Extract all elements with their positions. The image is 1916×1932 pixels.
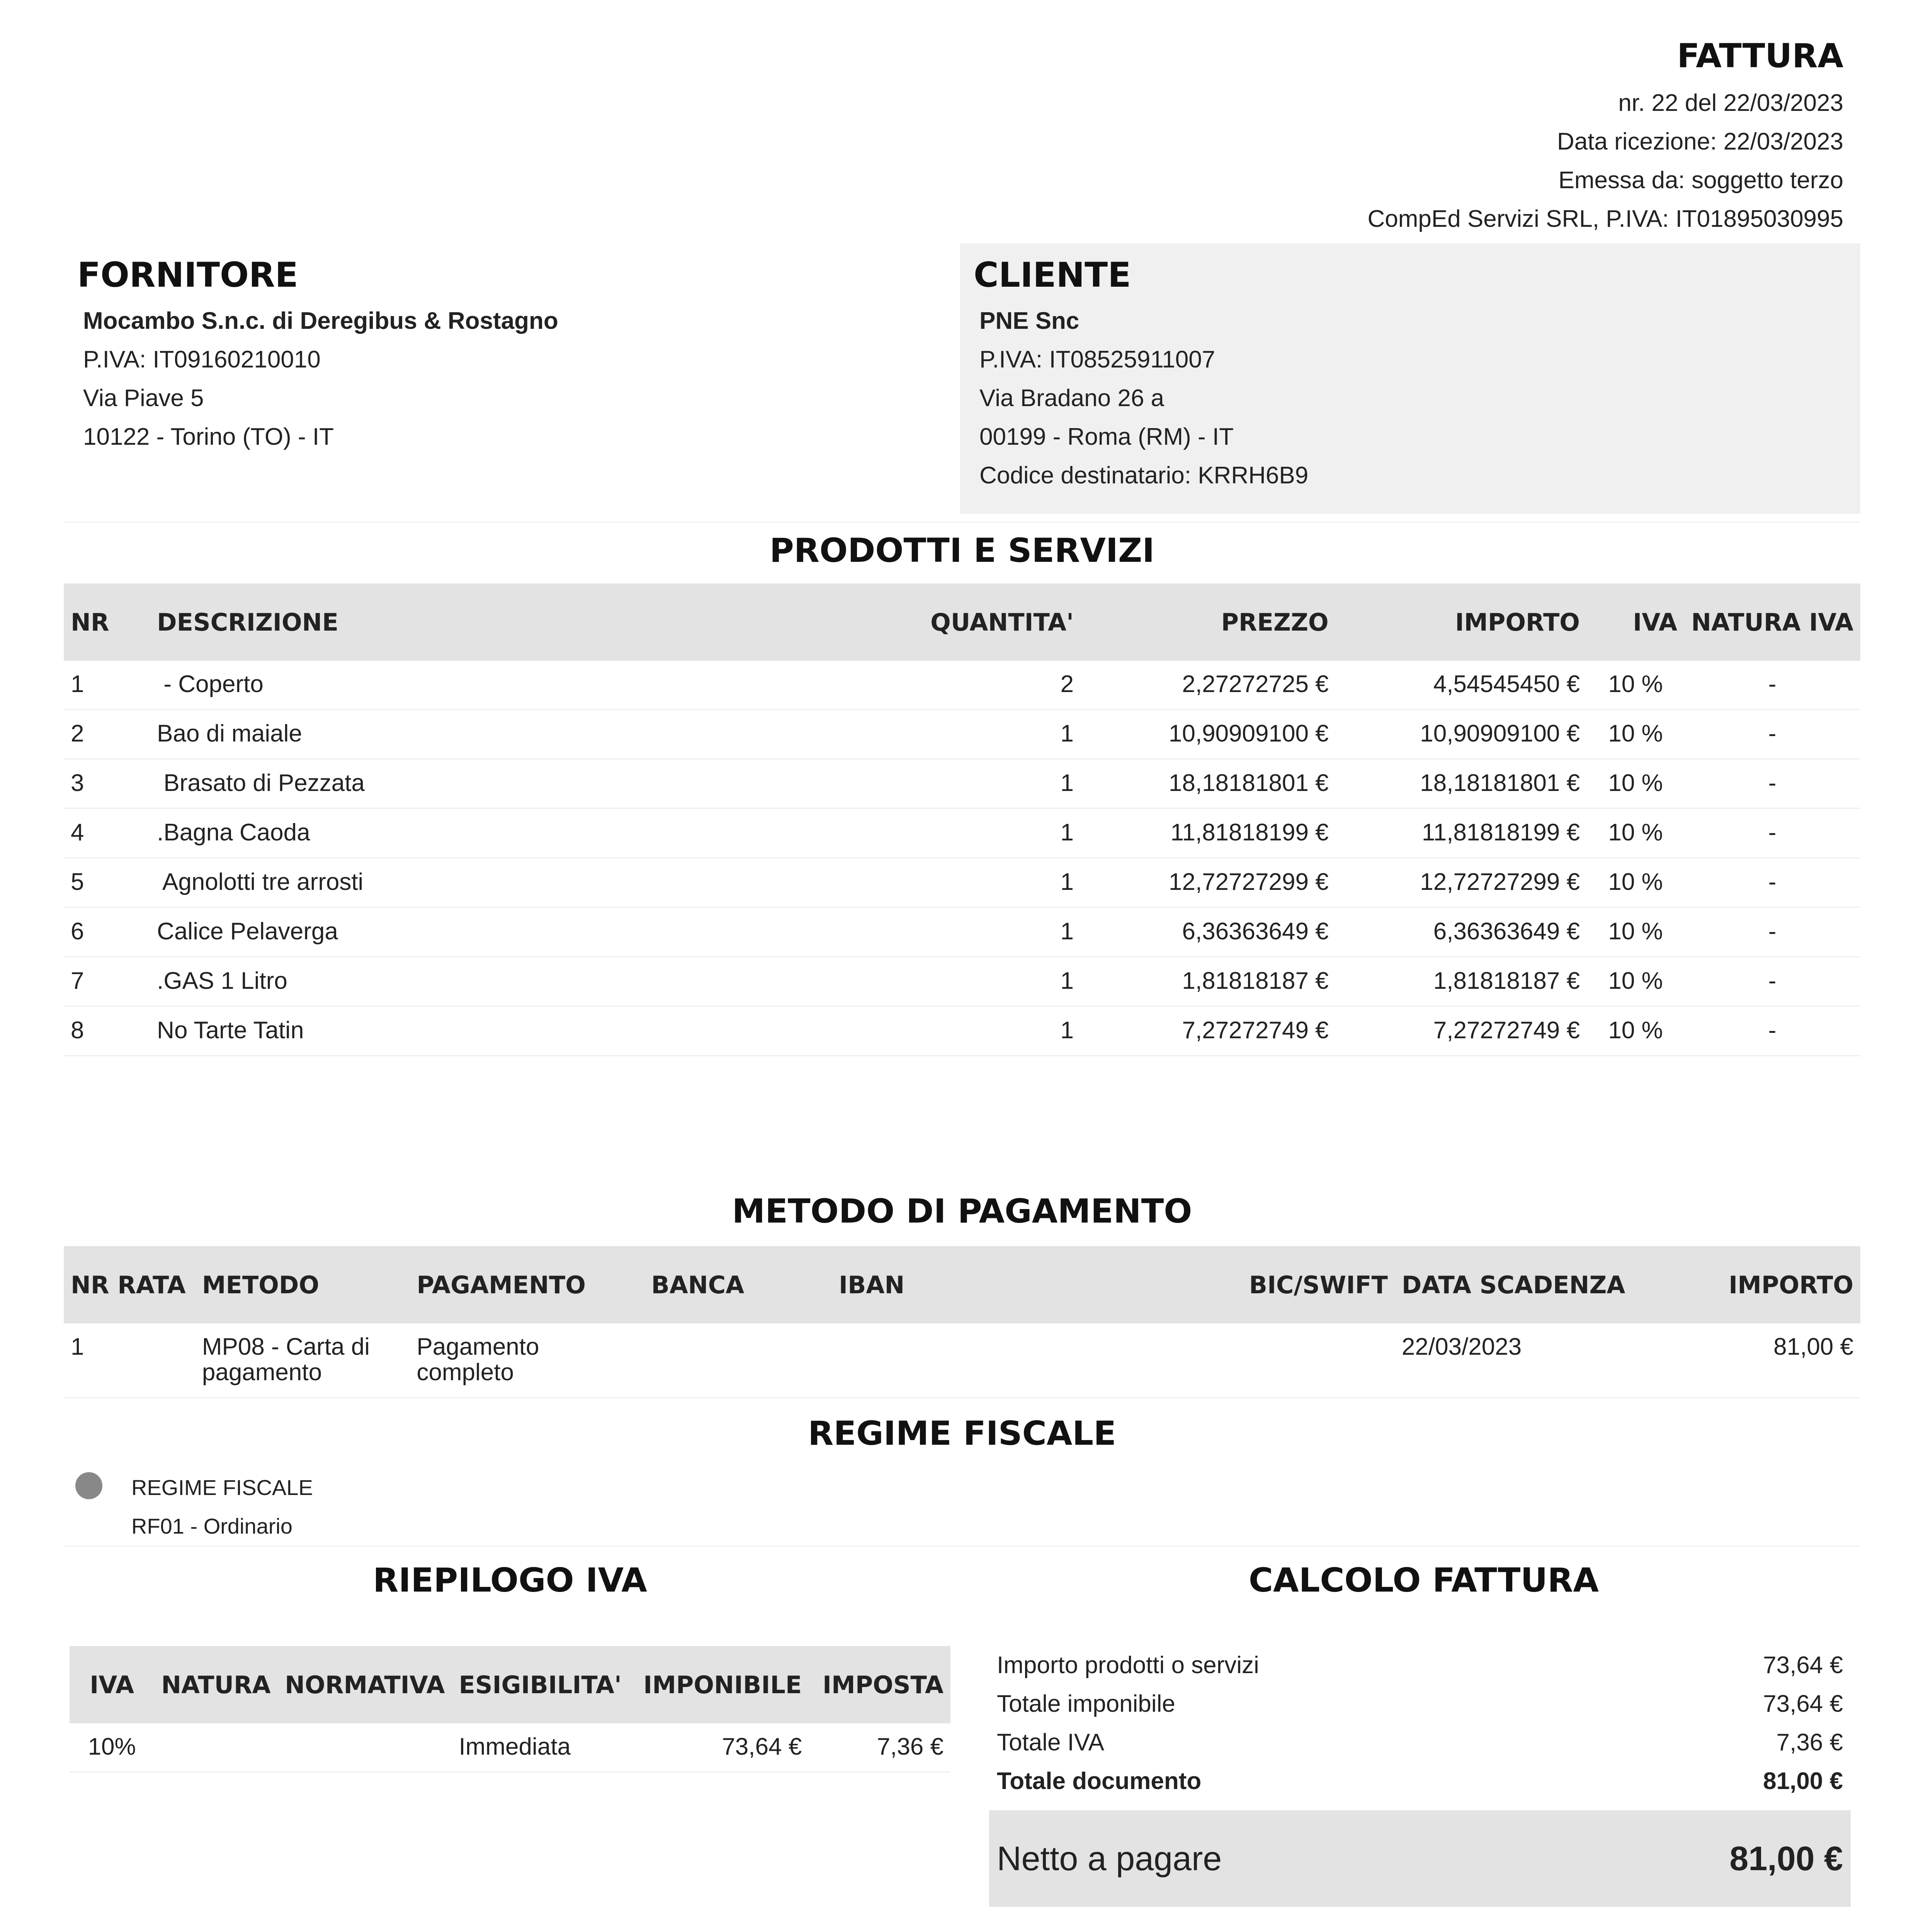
row-qty: 1 [847, 858, 1081, 907]
col-prezzo: PREZZO [1081, 583, 1336, 661]
document-header [1367, 37, 1843, 238]
row-price: 11,81818199 € [1081, 808, 1336, 858]
bullet-icon [75, 1472, 102, 1499]
table-row [64, 957, 1860, 1006]
row-nr: 1 [64, 661, 150, 709]
row-desc: - Coperto [150, 661, 847, 709]
pay-iban [832, 1323, 1242, 1398]
row-desc: Agnolotti tre arrosti [150, 858, 847, 907]
calc-row-taxable [989, 1685, 1851, 1723]
row-iva: 10 % [1587, 661, 1684, 709]
calc-row-vat [989, 1723, 1851, 1762]
row-desc: .Bagna Caoda [150, 808, 847, 858]
row-amount: 1,81818187 € [1336, 957, 1587, 1006]
row-nr: 8 [64, 1006, 150, 1056]
col-vat-normativa: NORMATIVA [278, 1646, 452, 1723]
row-qty: 1 [847, 709, 1081, 759]
row-qty: 2 [847, 661, 1081, 709]
table-row [64, 858, 1860, 907]
client-heading: CLIENTE [974, 255, 1131, 295]
row-amount: 18,18181801 € [1336, 759, 1587, 808]
net-to-pay-label: Netto a pagare [997, 1839, 1222, 1878]
row-iva: 10 % [1587, 1006, 1684, 1056]
calculation-title: CALCOLO FATTURA [1248, 1561, 1599, 1600]
row-desc: Bao di maiale [150, 709, 847, 759]
row-natura: - [1684, 957, 1860, 1006]
reception-date: Data ricezione: 22/03/2023 [1557, 128, 1843, 155]
row-desc: .GAS 1 Litro [150, 957, 847, 1006]
col-vat-iva: IVA [70, 1646, 154, 1723]
vat-summary-table [70, 1646, 950, 1773]
row-nr: 5 [64, 858, 150, 907]
vat-iva: 10% [70, 1723, 154, 1772]
calc-row-products [989, 1646, 1851, 1685]
row-price: 10,90909100 € [1081, 709, 1336, 759]
pay-banca [644, 1323, 832, 1398]
col-nr: NR [64, 583, 150, 661]
col-vat-natura: NATURA [154, 1646, 278, 1723]
table-row [64, 661, 1860, 709]
row-price: 6,36363649 € [1081, 907, 1336, 957]
pay-bic [1242, 1323, 1395, 1398]
table-row [70, 1723, 950, 1772]
calculation-block [989, 1646, 1851, 1801]
row-desc: Calice Pelaverga [150, 907, 847, 957]
calc-value: 7,36 € [1776, 1729, 1843, 1756]
col-importo: IMPORTO [1336, 583, 1587, 661]
regime-label: REGIME FISCALE [131, 1475, 313, 1500]
payment-header-row [64, 1246, 1860, 1323]
pay-metodo: MP08 - Carta di pagamento [195, 1323, 410, 1398]
client-name: PNE Snc [979, 308, 1080, 334]
regime-value: RF01 - Ordinario [131, 1514, 293, 1538]
row-natura: - [1684, 858, 1860, 907]
col-vat-imponibile: IMPONIBILE [629, 1646, 809, 1723]
calc-label: Totale documento [997, 1768, 1202, 1794]
calc-label: Totale IVA [997, 1729, 1105, 1756]
net-to-pay [989, 1810, 1851, 1907]
third-party: CompEd Servizi SRL, P.IVA: IT01895030995 [1367, 206, 1843, 232]
payment-table [64, 1246, 1860, 1398]
col-iban: IBAN [832, 1246, 1242, 1323]
row-iva: 10 % [1587, 808, 1684, 858]
client-address: Via Bradano 26 a [979, 385, 1165, 412]
col-quantita: QUANTITA' [847, 583, 1081, 661]
client-piva: P.IVA: IT08525911007 [979, 346, 1216, 373]
table-row [64, 1323, 1860, 1398]
payment-title: METODO DI PAGAMENTO [732, 1192, 1192, 1231]
table-row [64, 1006, 1860, 1056]
row-iva: 10 % [1587, 907, 1684, 957]
pay-scadenza: 22/03/2023 [1395, 1323, 1672, 1398]
row-price: 18,18181801 € [1081, 759, 1336, 808]
document-title: FATTURA [1677, 37, 1843, 75]
row-nr: 2 [64, 709, 150, 759]
supplier-heading: FORNITORE [77, 255, 298, 295]
col-bic: BIC/SWIFT [1242, 1246, 1395, 1323]
row-qty: 1 [847, 957, 1081, 1006]
row-amount: 4,54545450 € [1336, 661, 1587, 709]
row-amount: 10,90909100 € [1336, 709, 1587, 759]
row-nr: 4 [64, 808, 150, 858]
issued-by: Emessa da: soggetto terzo [1558, 167, 1843, 194]
col-pagamento: PAGAMENTO [410, 1246, 644, 1323]
invoice-number: nr. 22 del 22/03/2023 [1618, 90, 1843, 116]
row-price: 7,27272749 € [1081, 1006, 1336, 1056]
row-price: 1,81818187 € [1081, 957, 1336, 1006]
vat-normativa [278, 1723, 452, 1772]
col-nr-rata: NR RATA [64, 1246, 195, 1323]
row-qty: 1 [847, 907, 1081, 957]
row-desc: No Tarte Tatin [150, 1006, 847, 1056]
supplier-block [64, 243, 933, 514]
calc-label: Importo prodotti o servizi [997, 1652, 1259, 1679]
table-row [64, 907, 1860, 957]
row-natura: - [1684, 661, 1860, 709]
row-amount: 11,81818199 € [1336, 808, 1587, 858]
col-data-scadenza: DATA SCADENZA [1395, 1246, 1672, 1323]
row-natura: - [1684, 1006, 1860, 1056]
col-natura-iva: NATURA IVA [1684, 583, 1860, 661]
row-price: 12,72727299 € [1081, 858, 1336, 907]
vat-summary-title: RIEPILOGO IVA [373, 1561, 647, 1600]
divider [64, 522, 1860, 523]
vat-header-row [70, 1646, 950, 1723]
divider [64, 1546, 1860, 1547]
col-descrizione: DESCRIZIONE [150, 583, 847, 661]
row-amount: 12,72727299 € [1336, 858, 1587, 907]
col-iva: IVA [1587, 583, 1684, 661]
calc-value: 81,00 € [1763, 1768, 1843, 1794]
row-natura: - [1684, 907, 1860, 957]
pay-pagamento: Pagamento completo [410, 1323, 644, 1398]
row-iva: 10 % [1587, 858, 1684, 907]
col-vat-imposta: IMPOSTA [809, 1646, 950, 1723]
table-row [64, 709, 1860, 759]
row-amount: 6,36363649 € [1336, 907, 1587, 957]
supplier-piva: P.IVA: IT09160210010 [83, 346, 321, 373]
products-header-row [64, 583, 1860, 661]
supplier-name: Mocambo S.n.c. di Deregibus & Rostagno [83, 308, 558, 334]
row-natura: - [1684, 709, 1860, 759]
vat-natura [154, 1723, 278, 1772]
vat-esigibilita: Immediata [452, 1723, 628, 1772]
net-to-pay-value: 81,00 € [1729, 1839, 1843, 1878]
row-iva: 10 % [1587, 709, 1684, 759]
client-city: 00199 - Roma (RM) - IT [979, 423, 1234, 450]
col-banca: BANCA [644, 1246, 832, 1323]
table-row [64, 808, 1860, 858]
row-iva: 10 % [1587, 957, 1684, 1006]
regime-title: REGIME FISCALE [808, 1414, 1116, 1453]
row-amount: 7,27272749 € [1336, 1006, 1587, 1056]
row-nr: 7 [64, 957, 150, 1006]
row-natura: - [1684, 759, 1860, 808]
pay-nr: 1 [64, 1323, 195, 1398]
client-recipient-code: Codice destinatario: KRRH6B9 [979, 462, 1309, 489]
calc-value: 73,64 € [1763, 1690, 1843, 1717]
calc-row-total [989, 1762, 1851, 1801]
products-title: PRODOTTI E SERVIZI [769, 531, 1155, 570]
supplier-city: 10122 - Torino (TO) - IT [83, 423, 334, 450]
table-row [64, 759, 1860, 808]
row-nr: 6 [64, 907, 150, 957]
calc-label: Totale imponibile [997, 1690, 1175, 1717]
col-importo-rata: IMPORTO [1672, 1246, 1860, 1323]
row-nr: 3 [64, 759, 150, 808]
row-desc: Brasato di Pezzata [150, 759, 847, 808]
calc-value: 73,64 € [1763, 1652, 1843, 1679]
supplier-address: Via Piave 5 [83, 385, 204, 412]
products-table [64, 583, 1860, 1056]
vat-imponibile: 73,64 € [629, 1723, 809, 1772]
col-metodo: METODO [195, 1246, 410, 1323]
row-price: 2,27272725 € [1081, 661, 1336, 709]
client-block [960, 243, 1860, 514]
row-iva: 10 % [1587, 759, 1684, 808]
row-qty: 1 [847, 759, 1081, 808]
row-natura: - [1684, 808, 1860, 858]
pay-importo: 81,00 € [1672, 1323, 1860, 1398]
row-qty: 1 [847, 808, 1081, 858]
col-vat-esigibilita: ESIGIBILITA' [452, 1646, 628, 1723]
row-qty: 1 [847, 1006, 1081, 1056]
vat-imposta: 7,36 € [809, 1723, 950, 1772]
